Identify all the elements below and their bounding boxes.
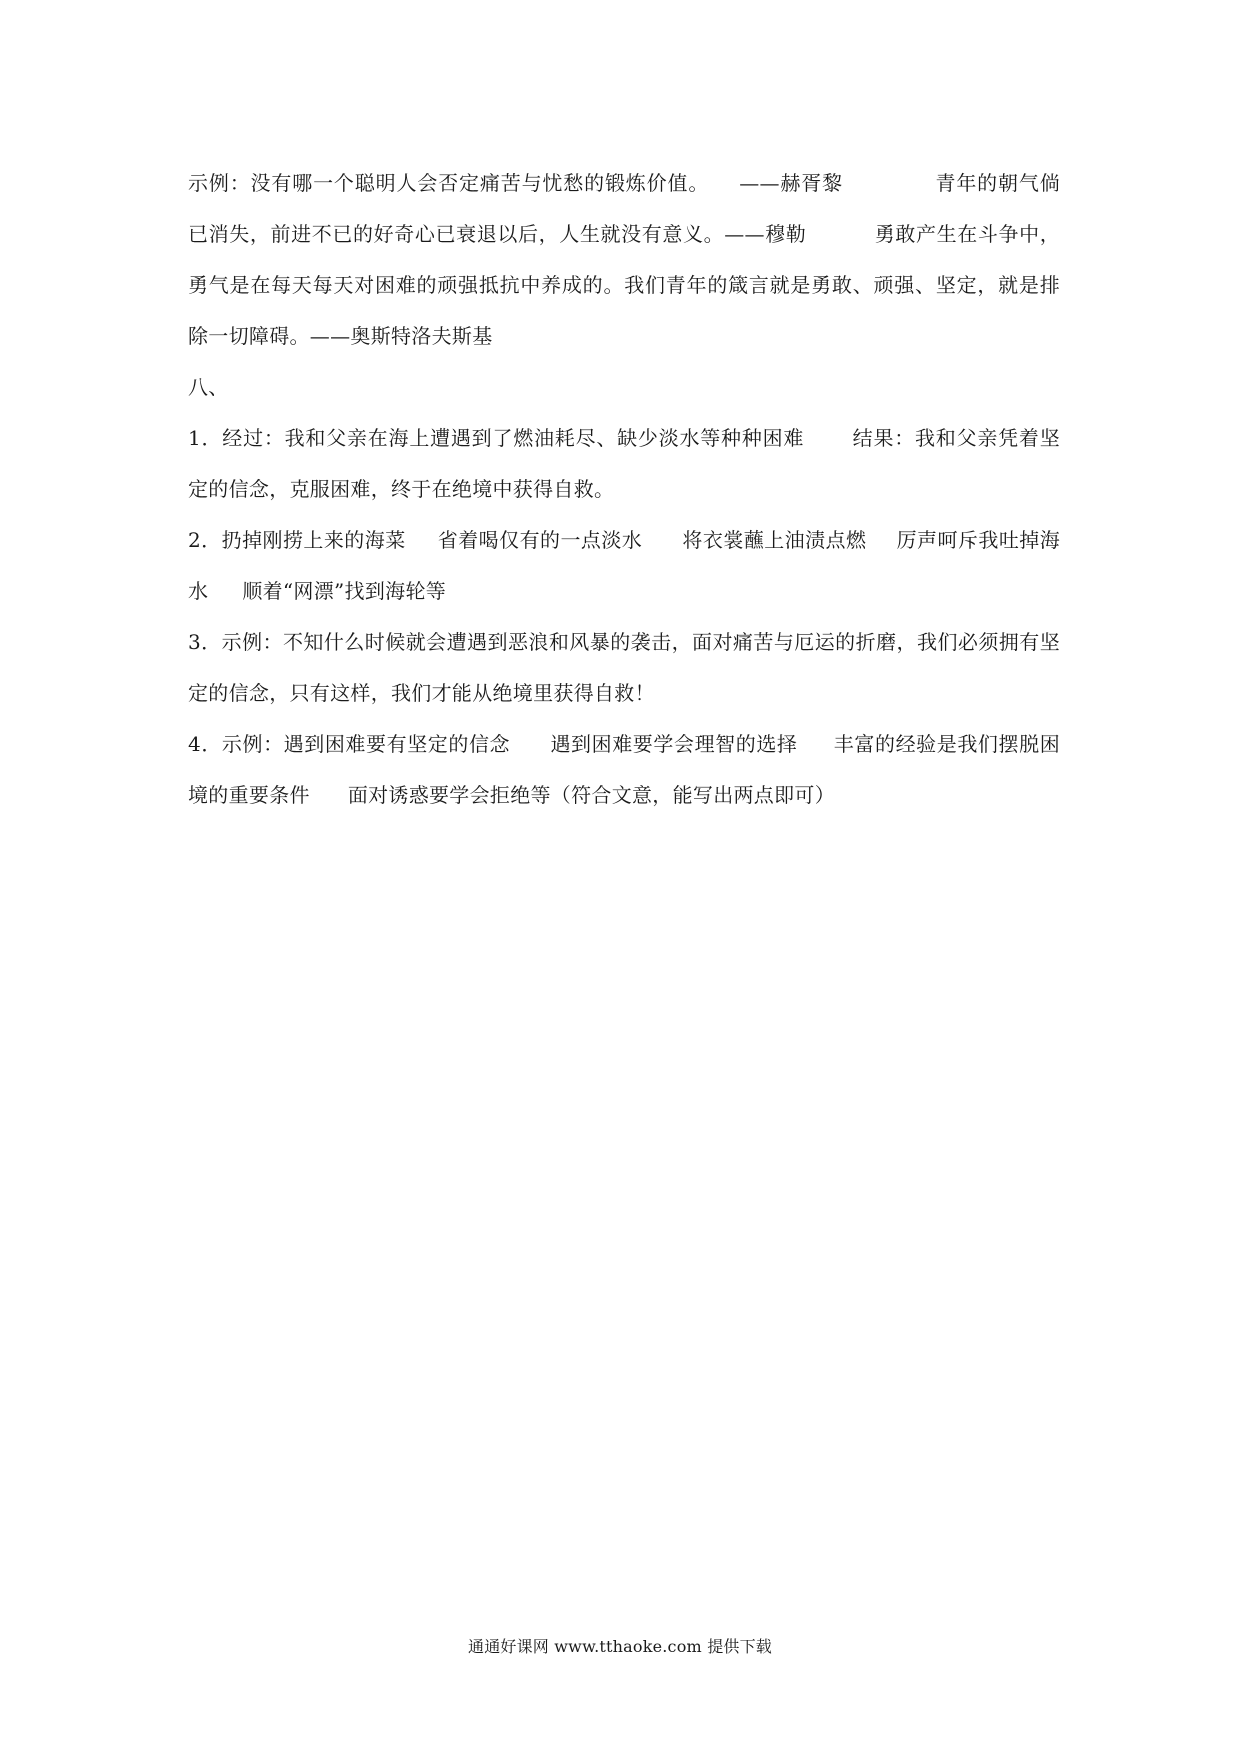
quote-1: 示例：没有哪一个聪明人会否定痛苦与忧愁的锻炼价值。 bbox=[188, 171, 710, 195]
item-4-point-4: 面对诱惑要学会拒绝等（符合文意，能写出两点即可） bbox=[347, 783, 836, 807]
item-1-process: 1．经过：我和父亲在海上遭遇到了燃油耗尽、缺少淡水等种种困难 bbox=[188, 426, 805, 450]
page-footer: 通通好课网 www.tthaoke.com 提供下载 bbox=[468, 1637, 772, 1656]
quote-1-author: ——赫胥黎 bbox=[739, 171, 843, 195]
item-4-point-3: 丰富的经验是我们摆脱困境的重要条件 bbox=[188, 732, 1060, 807]
answer-item-2 bbox=[188, 515, 1060, 617]
answer-item-4 bbox=[188, 719, 1060, 821]
quote-3: 勇敢产生在斗争中，勇气是在每天每天对困难的顽强抵抗中养成的。我们青年的箴言就是勇敢、顽强、坚定，就是排除一切障碍。——奥斯特洛夫斯基 bbox=[188, 222, 1061, 348]
item-2-action-5: 顺着“网漂”找到海轮等 bbox=[242, 579, 447, 603]
section-heading-8: 八、 bbox=[188, 375, 229, 399]
item-2-action-2: 省着喝仅有的一点淡水 bbox=[437, 528, 643, 552]
item-2-action-4: 厉声呵斥我吐掉海水 bbox=[188, 528, 1061, 603]
item-2-action-1: 2．扔掉刚捞上来的海菜 bbox=[188, 528, 406, 552]
document-body bbox=[188, 158, 1060, 821]
answer-item-1 bbox=[188, 413, 1060, 515]
item-2-action-3: 将衣裳蘸上油渍点燃 bbox=[682, 528, 867, 552]
item-4-point-1: 4．示例：遇到困难要有坚定的信念 bbox=[188, 732, 511, 756]
paragraph-quotes bbox=[188, 158, 1060, 362]
item-1-result: 结果：我和父亲凭着坚定的信念，克服困难，终于在绝境中获得自救。 bbox=[188, 426, 1061, 501]
answer-item-3: 3．示例：不知什么时候就会遭遇到恶浪和风暴的袭击，面对痛苦与厄运的折磨，我们必须拥有坚定的信念，只有这样，我们才能从绝境里获得自救！ bbox=[188, 630, 1060, 705]
item-4-point-2: 遇到困难要学会理智的选择 bbox=[550, 732, 798, 756]
quote-2: 青年的朝气倘已消失，前进不已的好奇心已衰退以后，人生就没有意义。——穆勒 bbox=[188, 171, 1061, 246]
